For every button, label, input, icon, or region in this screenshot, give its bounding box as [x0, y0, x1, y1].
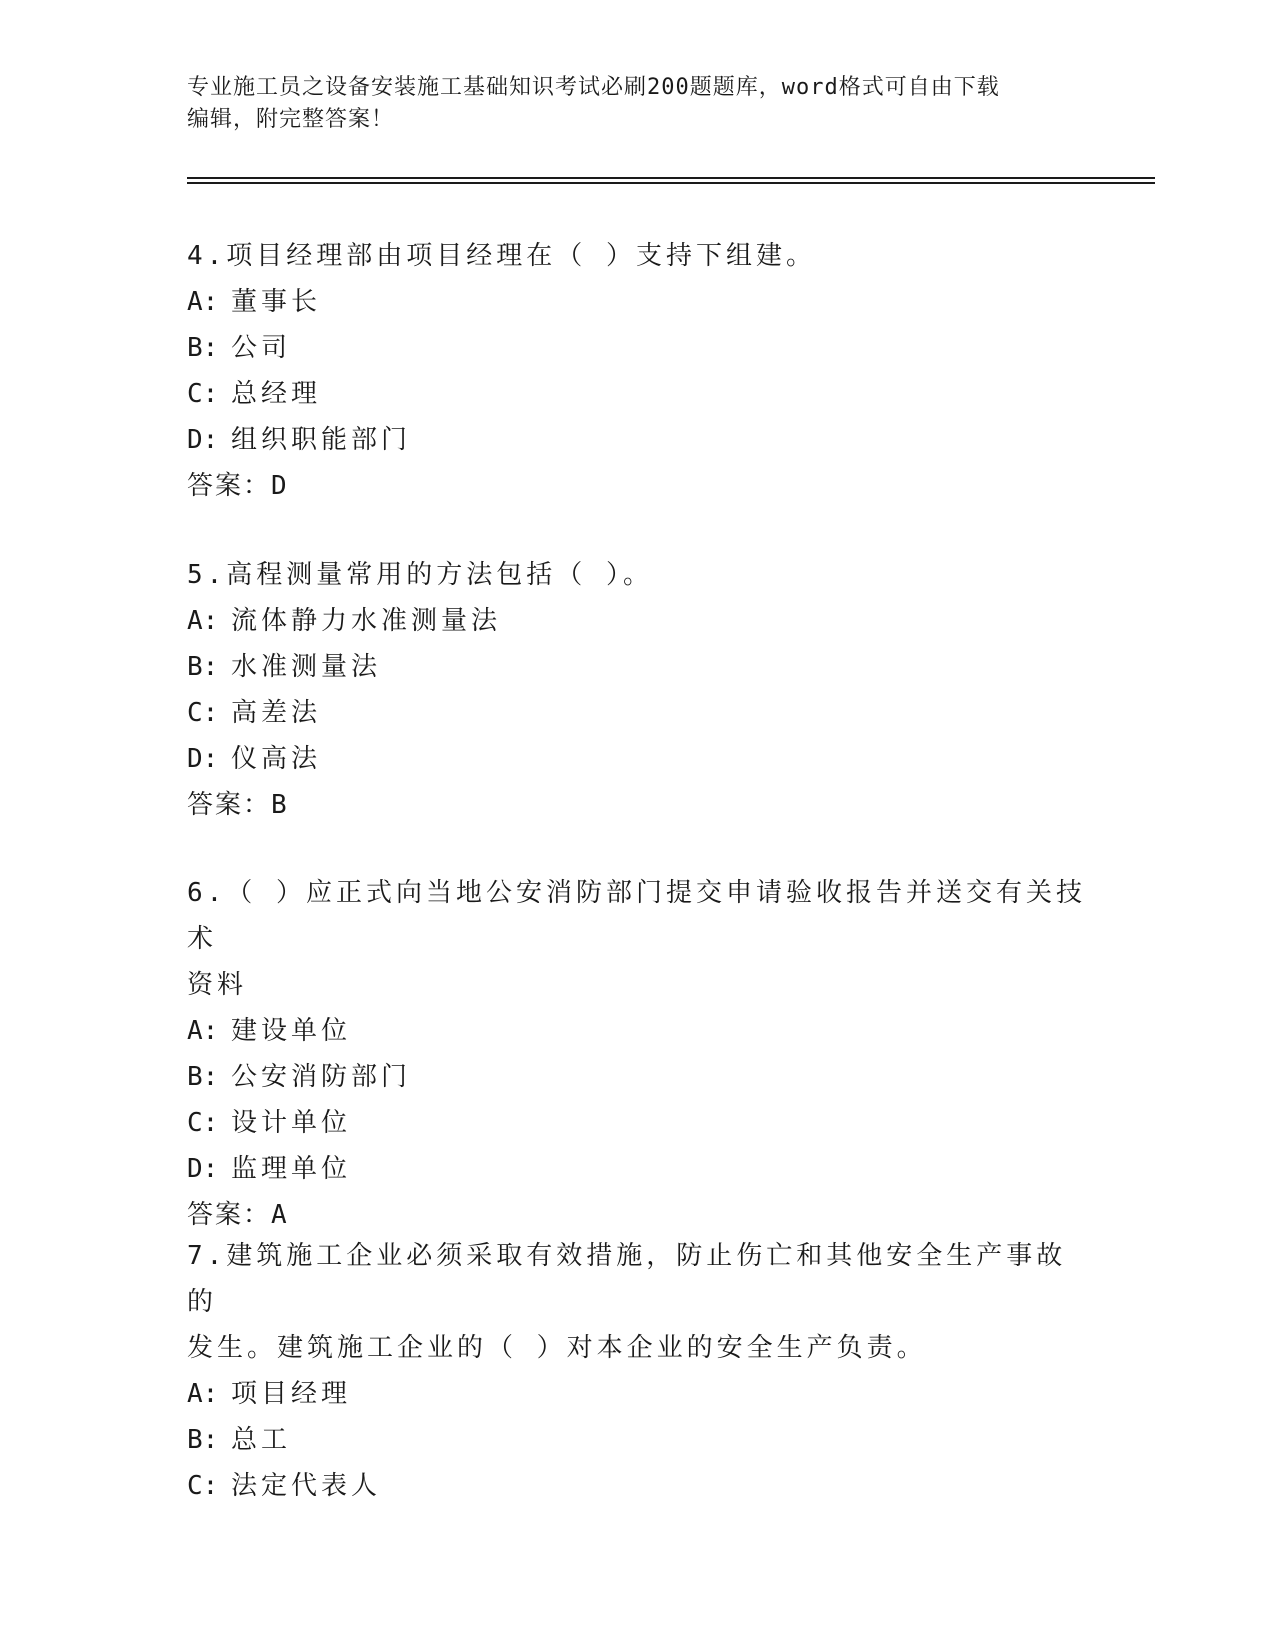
option-d	[187, 1146, 1087, 1192]
option-text: 总经理	[231, 379, 322, 409]
answer-line	[187, 782, 1087, 828]
option-letter: A:	[187, 1016, 219, 1046]
option-c	[187, 1463, 1087, 1509]
question-7	[187, 1233, 1087, 1509]
question-4	[187, 233, 1087, 509]
option-text: 公司	[231, 333, 292, 363]
answer-label: 答案：	[187, 1200, 272, 1230]
question-stem-line-1: 7.建筑施工企业必须采取有效措施，防止伤亡和其他安全生产事故的	[187, 1241, 1067, 1317]
option-a	[187, 1371, 1087, 1417]
option-text: 监理单位	[231, 1154, 352, 1184]
option-letter: C:	[187, 1108, 219, 1138]
option-text: 设计单位	[231, 1108, 352, 1138]
question-5	[187, 552, 1087, 828]
option-text: 董事长	[231, 287, 322, 317]
option-text: 水准测量法	[231, 652, 382, 682]
option-text: 法定代表人	[231, 1471, 382, 1501]
question-stem-line-2: 资料	[187, 970, 248, 1000]
option-letter: B:	[187, 1425, 219, 1455]
question-stem-line-2: 发生。建筑施工企业的（ ）对本企业的安全生产负责。	[187, 1333, 927, 1363]
option-a	[187, 598, 1087, 644]
question-stem: 5.高程测量常用的方法包括（ ）。	[187, 560, 653, 590]
answer-label: 答案：	[187, 790, 272, 820]
option-letter: D:	[187, 425, 219, 455]
option-b	[187, 325, 1087, 371]
question-6	[187, 870, 1087, 1238]
option-text: 流体静力水准测量法	[231, 606, 502, 636]
option-letter: A:	[187, 287, 219, 317]
answer-value: D	[271, 471, 289, 501]
option-letter: B:	[187, 333, 219, 363]
option-text: 公安消防部门	[231, 1062, 412, 1092]
option-text: 高差法	[231, 698, 322, 728]
question-stem: 4.项目经理部由项目经理在（ ）支持下组建。	[187, 241, 816, 271]
option-letter: C:	[187, 1471, 219, 1501]
option-text: 仪高法	[231, 744, 322, 774]
option-d	[187, 736, 1087, 782]
document-header	[187, 72, 1067, 136]
option-letter: A:	[187, 606, 219, 636]
option-letter: C:	[187, 698, 219, 728]
option-b	[187, 1417, 1087, 1463]
option-a	[187, 1008, 1087, 1054]
option-a	[187, 279, 1087, 325]
option-text: 项目经理	[231, 1379, 352, 1409]
question-stem-line-1: 6.（ ）应正式向当地公安消防部门提交申请验收报告并送交有关技术	[187, 878, 1086, 954]
option-c	[187, 1100, 1087, 1146]
answer-line	[187, 1192, 1087, 1238]
option-letter: D:	[187, 1154, 219, 1184]
option-text: 组织职能部门	[231, 425, 412, 455]
header-divider-top	[187, 177, 1155, 179]
answer-value: A	[271, 1200, 289, 1230]
answer-line	[187, 463, 1087, 509]
option-letter: C:	[187, 379, 219, 409]
option-letter: B:	[187, 1062, 219, 1092]
answer-label: 答案：	[187, 471, 272, 501]
option-text: 总工	[231, 1425, 292, 1455]
answer-value: B	[271, 790, 289, 820]
option-b	[187, 644, 1087, 690]
header-line-1: 专业施工员之设备安装施工基础知识考试必刷200题题库，word格式可自由下载	[187, 75, 1000, 100]
header-line-2: 编辑，附完整答案！	[187, 107, 395, 132]
option-d	[187, 417, 1087, 463]
option-b	[187, 1054, 1087, 1100]
option-c	[187, 371, 1087, 417]
option-letter: D:	[187, 744, 219, 774]
option-letter: A:	[187, 1379, 219, 1409]
option-c	[187, 690, 1087, 736]
header-divider-bottom	[187, 182, 1155, 184]
option-text: 建设单位	[231, 1016, 352, 1046]
option-letter: B:	[187, 652, 219, 682]
